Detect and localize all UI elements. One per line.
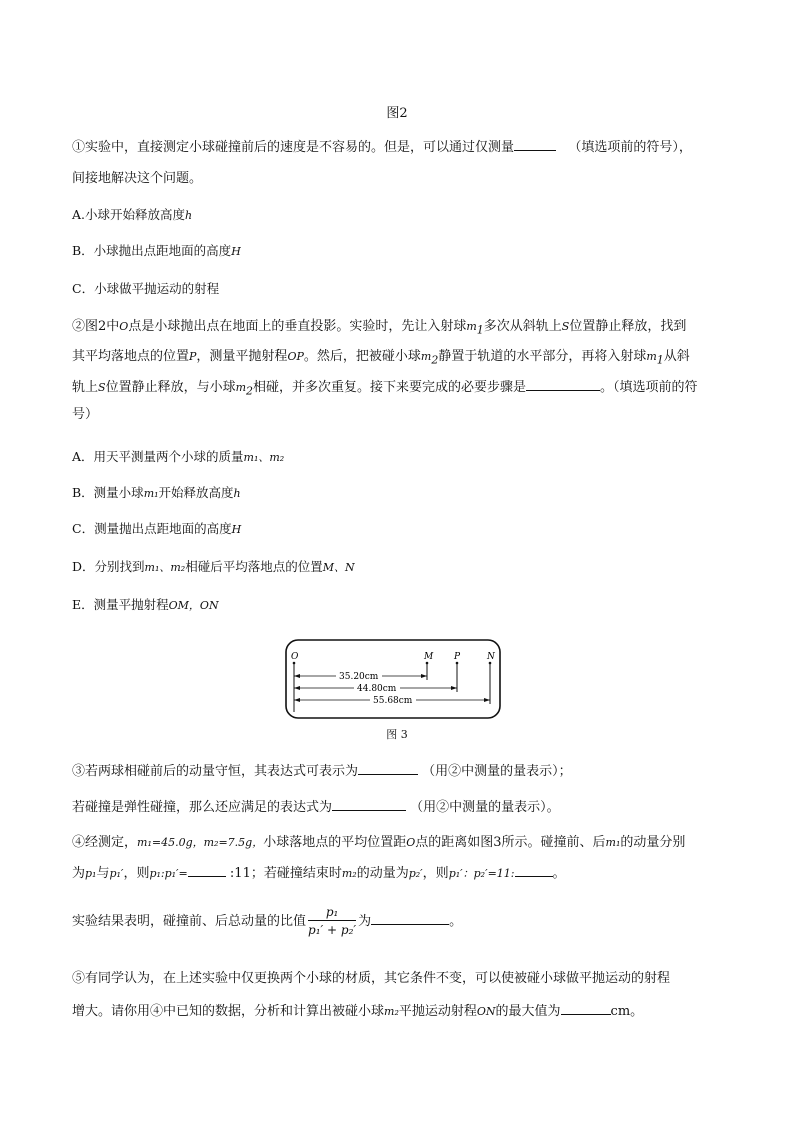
- fraction-numerator: p₁: [308, 904, 356, 921]
- arrow-om-left: [294, 674, 300, 678]
- figure-3-caption: 图 3: [386, 728, 408, 741]
- q4-line-2: [72, 864, 566, 883]
- q2-t13: 。（填选项前的符: [600, 380, 698, 395]
- dot-o: [293, 662, 296, 665]
- q2-option-a: [72, 448, 284, 467]
- q4-t5: 为: [72, 866, 86, 881]
- q4-ratio-1: p₁:p₁′=: [149, 867, 188, 880]
- q2-var-m2-sub: 2: [431, 353, 439, 367]
- q2-t10: 轨上: [72, 380, 99, 395]
- q4-var-p1p: p₁′: [109, 867, 124, 880]
- arrow-on-left: [294, 698, 300, 702]
- arrow-on-right: [484, 698, 490, 702]
- q2-answer-blank[interactable]: [526, 378, 600, 391]
- q2-option-b-h: h: [233, 487, 241, 500]
- q2-t3: 多次从斜轨上: [483, 319, 562, 334]
- q2-line-1: [72, 318, 686, 340]
- dim-label-op: 44.80cm: [357, 684, 397, 694]
- q3-line-1: [72, 762, 572, 781]
- q4-var-m2: m₂: [341, 867, 357, 880]
- q3-line-2: [72, 798, 560, 817]
- q2-option-c-text: C．测量抛出点距地面的高度: [72, 521, 232, 536]
- q4-ratio-2: p₁′：p₂′=11:: [448, 867, 515, 880]
- figure-2-caption: 图2: [386, 106, 408, 121]
- q1-option-c: C．小球做平抛运动的射程: [72, 281, 220, 296]
- q5-t3: 的最大值为: [495, 1004, 561, 1019]
- q2-t4: 位置静止释放，找到: [569, 319, 687, 334]
- dot-p: [456, 662, 459, 665]
- q2-var-p: P: [189, 350, 197, 363]
- q2-option-c: [72, 520, 241, 539]
- q1-option-b-text: B．小球抛出点距地面的高度: [72, 243, 232, 258]
- q2-option-c-var: H: [231, 523, 242, 536]
- q2-var-m1b: m: [646, 350, 657, 363]
- q2-line-3: [72, 378, 698, 401]
- arrow-op-left: [294, 686, 300, 690]
- q2-option-a-text: A．用天平测量两个小球的质量: [72, 449, 244, 464]
- dot-m: [426, 662, 429, 665]
- q4-answer-blank-1[interactable]: [188, 864, 226, 877]
- q4-t4: 的动量分别: [620, 835, 686, 850]
- q2-option-d-text: D．分别找到: [72, 559, 145, 574]
- q2-t11: 位置静止释放，与小球: [105, 380, 236, 395]
- momentum-ratio-fraction: [308, 904, 356, 939]
- q4-var-o: O: [406, 836, 416, 849]
- q1-option-a: [72, 206, 192, 225]
- q2-t2: 点是小球抛出点在地面上的垂直投影。实验时，先让入射球: [128, 319, 467, 334]
- q4-t7: ，则: [123, 866, 150, 881]
- q4-answer-blank-3[interactable]: [371, 912, 449, 925]
- dim-label-om: 35.20cm: [339, 672, 379, 682]
- q2-option-a-vars: m₁、m₂: [243, 451, 285, 464]
- q2-t12: 相碰，并多次重复。接下来要完成的必要步骤是: [253, 380, 527, 395]
- q1-option-b: [72, 242, 241, 261]
- q5-answer-blank[interactable]: [561, 1002, 611, 1015]
- q1-answer-blank[interactable]: [514, 138, 556, 151]
- q2-option-b: [72, 484, 241, 503]
- q4-t3: 点的距离如图3所示。碰撞前、后: [415, 835, 606, 850]
- label-p: P: [454, 652, 461, 662]
- q2-option-b-tail: 开始释放高度: [158, 485, 234, 500]
- q5-var-m2: m₂: [384, 1005, 399, 1018]
- figure-3-diagram: [284, 638, 502, 722]
- label-n: N: [487, 652, 495, 662]
- q4-var-p2p: p₂′: [408, 867, 423, 880]
- q3-t3: 若碰撞是弹性碰撞，那么还应满足的表达式为: [72, 800, 333, 815]
- q5-line-2: [72, 1002, 643, 1021]
- q2-var-m2b-sub: 2: [246, 384, 254, 398]
- q3-t4: （用②中测量的量表示）。: [410, 800, 560, 815]
- q5-t1: 增大。请你用④中已知的数据，分析和计算出被碰小球: [72, 1004, 385, 1019]
- q4-t11: 。: [552, 866, 566, 881]
- q4-line-3: [72, 904, 462, 940]
- q2-t5: 其平均落地点的位置: [72, 349, 190, 364]
- q2-t6: ，测量平抛射程: [196, 349, 288, 364]
- q2-t7: 。然后，把被碰小球: [303, 349, 421, 364]
- q2-var-op: OP: [287, 350, 304, 363]
- dot-n: [489, 662, 492, 665]
- q2-option-b-var: m₁: [143, 487, 159, 500]
- q4-t13: 为: [358, 914, 372, 929]
- q2-var-m1b-sub: 1: [656, 353, 664, 367]
- q1-line-2: 间接地解决这个问题。: [72, 171, 203, 186]
- q2-var-m1-sub: 1: [476, 323, 484, 337]
- q2-line-2: [72, 348, 690, 370]
- fraction-denominator: p₁′ + p₂′: [308, 923, 357, 937]
- q4-t2: 小球落地点的平均位置距: [263, 835, 407, 850]
- q2-option-e-vars: OM，ON: [168, 599, 219, 612]
- q2-var-s2: S: [98, 381, 106, 394]
- q4-var-m1: m₁: [605, 836, 621, 849]
- q2-var-o: O: [119, 320, 129, 333]
- q2-var-m2: m: [420, 350, 432, 363]
- q2-option-d: [72, 558, 355, 577]
- q4-t6: 与: [96, 866, 110, 881]
- q4-t1: ④经测定，: [72, 835, 138, 850]
- q4-t14: 。: [449, 914, 463, 929]
- q1-line-1: [72, 138, 692, 157]
- q1-option-a-text: A.小球开始释放高度: [72, 207, 186, 222]
- arrow-om-right: [421, 674, 427, 678]
- q2-var-s: S: [561, 320, 570, 333]
- q2-var-m2b: m: [235, 381, 247, 394]
- q1-text: ①实验中，直接测定小球碰撞前后的速度是不容易的。但是，可以通过仅测量: [72, 140, 515, 155]
- figure-3-frame: [286, 640, 500, 718]
- q4-var-p1: p₁: [85, 867, 97, 880]
- q5-unit: cm。: [610, 1004, 644, 1019]
- q5-line-1: ⑤有同学认为，在上述实验中仅更换两个小球的材质，其它条件不变，可以使被碰小球做平抛运动的射程: [72, 971, 671, 986]
- q2-option-e-text: E．测量平抛射程: [72, 597, 169, 612]
- label-o: O: [291, 652, 299, 662]
- q3-t1: ③若两球相碰前后的动量守恒，其表达式可表示为: [72, 764, 359, 779]
- q2-t1: ②图2中: [72, 319, 120, 334]
- q4-m1-value: m₁=45.0g，: [137, 836, 204, 849]
- dim-label-on: 55.68cm: [373, 696, 413, 706]
- q2-var-m1: m: [466, 320, 477, 333]
- q2-t8: 静置于轨道的水平部分，再将入射球: [438, 349, 647, 364]
- q4-t10: ，则: [422, 866, 449, 881]
- q4-t12: 实验结果表明，碰撞前、后总动量的比值: [72, 914, 307, 929]
- q1-note: （填选项前的符号），: [568, 140, 692, 155]
- q5-var-on: ON: [476, 1005, 496, 1018]
- q4-t8: :11；若碰撞结束时: [229, 866, 342, 881]
- q4-answer-blank-2[interactable]: [515, 864, 553, 877]
- q2-option-d-vars: m₁、m₂: [144, 561, 186, 574]
- q2-option-d-pos: M、N: [322, 561, 355, 574]
- q4-m2-value: m₂=7.5g，: [203, 836, 264, 849]
- q1-option-b-var: H: [231, 245, 241, 258]
- q2-option-d-tail: 相碰后平均落地点的位置: [185, 559, 323, 574]
- q2-option-e: [72, 596, 219, 615]
- q5-t2: 平抛运动射程: [398, 1004, 477, 1019]
- q2-t9: 从斜: [663, 349, 690, 364]
- q3-t2: （用②中测量的量表示）；: [422, 764, 572, 779]
- q1-option-a-var: h: [185, 209, 193, 222]
- q3-answer-blank-1[interactable]: [358, 762, 418, 775]
- q3-answer-blank-2[interactable]: [332, 798, 406, 811]
- label-m: M: [424, 652, 434, 662]
- arrow-op-right: [451, 686, 457, 690]
- q2-option-b-text: B．测量小球: [72, 485, 144, 500]
- q4-line-1: [72, 834, 685, 852]
- q2-line-4: 号）: [72, 407, 99, 422]
- q4-t9: 的动量为: [356, 866, 409, 881]
